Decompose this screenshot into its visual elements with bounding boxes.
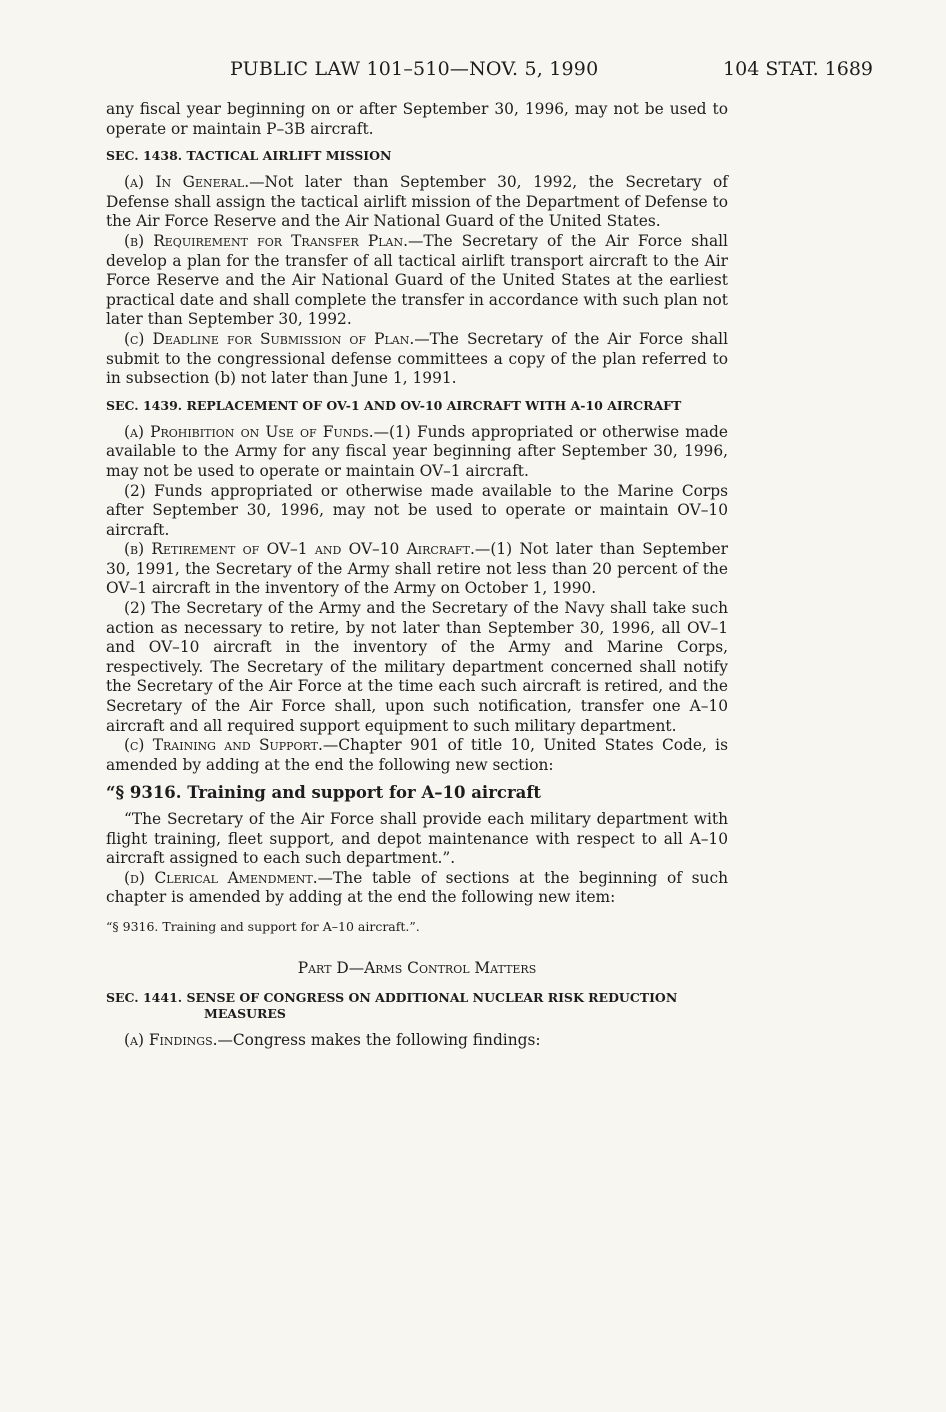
header-page-stat: 104 STAT. 1689	[723, 58, 873, 80]
subsection-label: (c) Training and Support.	[124, 736, 323, 755]
running-header	[0, 58, 946, 84]
section-1439-heading: SEC. 1439. REPLACEMENT OF OV-1 AND OV-10 AIRCRAFT WITH A-10 AIRCRAFT	[106, 397, 682, 413]
section-1441-a	[106, 1031, 728, 1051]
subsection-label: (b) Retirement of OV–1 and OV–10 Aircraft.	[124, 540, 475, 559]
section-1439-c	[106, 736, 728, 775]
subsection-text: —(1) Not later than September 30, 1991, the Secretary of the Army shall retire not less than 20 percent of the OV–1 aircraft in the inventory of the Army on October 1, 1990.	[106, 540, 728, 598]
subsection-label: (c) Deadline for Submission of Plan.	[124, 329, 415, 348]
section-1441-heading: SEC. 1441. SENSE OF CONGRESS ON ADDITIONAL NUCLEAR RISK REDUCTION MEASURES	[106, 990, 678, 1022]
part-heading: Part D—Arms Control Matters	[297, 958, 537, 977]
section-1438-a	[106, 173, 728, 232]
subsection-text: —The table of sections at the beginning of such chapter is amended by adding at the end the following new item:	[106, 868, 728, 907]
header-title: PUBLIC LAW 101–510—NOV. 5, 1990	[230, 58, 599, 80]
new-section-text: “The Secretary of the Air Force shall provide each military department with flight training, fleet support, and depot maintenance with respect to all A–10 aircraft assigned to each such department.”.	[106, 810, 728, 868]
subsection-text: —Chapter 901 of title 10, United States Code, is amended by adding at the end the following new section:	[106, 736, 728, 774]
section-1438-b	[106, 232, 728, 330]
subsection-label: (a) Findings.	[124, 1031, 218, 1050]
section-1439-b-2: (2) The Secretary of the Army and the Secretary of the Navy shall take such action as necessary to retire, by not later than September 30, 1996, all OV–1 and OV–10 aircraft in the inventory of the Army and Marine Corps, respectively. The Secretary of the military department concerned shall notify the Secretary of the Air Force at the time each such aircraft is retired, and the Secretary of the Air Force shall, upon such notification, transfer one A–10 aircraft and all required support equipment to such military department.	[106, 599, 728, 735]
continued-paragraph: any fiscal year beginning on or after September 30, 1996, may not be used to operate or maintain P–3B aircraft.	[106, 100, 728, 138]
subsection-label: (a) Prohibition on Use of Funds.	[124, 422, 374, 441]
section-1439-a-2: (2) Funds appropriated or otherwise made available to the Marine Corps after September 30, 1996, may not be used to operate or maintain OV–10 aircraft.	[106, 481, 728, 539]
section-1439-b	[106, 540, 728, 599]
subsection-text: —Congress makes the following findings:	[217, 1031, 541, 1050]
table-of-sections-item: “§ 9316. Training and support for A–10 aircraft.”.	[106, 918, 420, 934]
subsection-label: (b) Requirement for Transfer Plan.	[124, 231, 408, 250]
section-1439-a	[106, 423, 728, 482]
subsection-text: —(1) Funds appropriated or otherwise made available to the Army for any fiscal year beginning after September 30, 1996, may not be used to operate or maintain OV–1 aircraft.	[106, 422, 728, 480]
subsection-label: (d) Clerical Amendment.	[124, 868, 318, 887]
subsection-label: (a) In General.	[124, 173, 250, 192]
section-1438-c	[106, 330, 728, 389]
subsection-text: —Not later than September 30, 1992, the Secretary of Defense shall assign the tactical airlift mission of the Department of Defense to the Air Force Reserve and the Air National Guard of the United States.	[106, 173, 728, 231]
new-section-heading: “§ 9316. Training and support for A–10 aircraft	[106, 783, 542, 803]
section-1438-heading: SEC. 1438. TACTICAL AIRLIFT MISSION	[106, 148, 392, 164]
section-1439-d	[106, 869, 728, 908]
page-body	[106, 100, 728, 1051]
subsection-text: —The Secretary of the Air Force shall develop a plan for the transfer of all tactical airlift transport aircraft to the Air Force Reserve and the Air National Guard of the United States at the earliest practical date and shall complete the transfer in accordance with such plan not later than September 30, 1992.	[106, 231, 728, 329]
subsection-text: —The Secretary of the Air Force shall submit to the congressional defense committees a copy of the plan referred to in subsection (b) not later than June 1, 1991.	[106, 329, 728, 388]
